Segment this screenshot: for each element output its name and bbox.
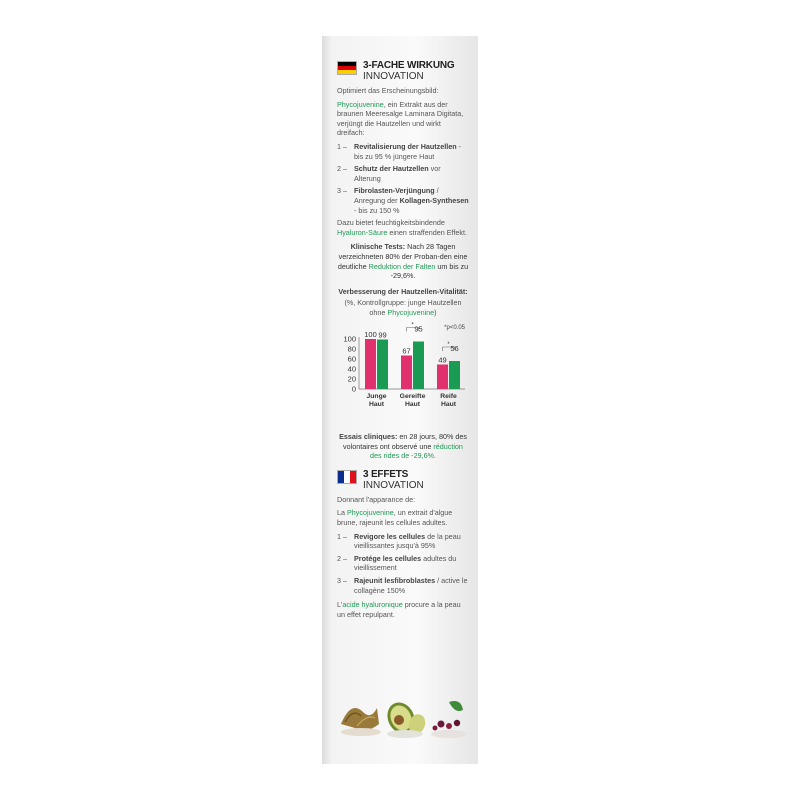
bar-green (413, 342, 424, 390)
bar-pink (365, 339, 376, 389)
y-tick-label: 0 (351, 384, 356, 394)
text-panel (337, 60, 469, 623)
french-flag-icon (337, 470, 357, 484)
berries-icon (431, 701, 467, 738)
y-tick-label: 60 (347, 354, 356, 364)
bar-pink (437, 365, 448, 390)
de-hyaluron-text: Dazu bietet feuchtigkeitsbindende Hyaluron-Säure einen straffenden Effekt. (337, 218, 467, 237)
y-tick-label: 20 (347, 374, 356, 384)
fr-header (337, 469, 469, 491)
de-item-1: 1 – Revitalisierung der Hautzellen - bis zu 95 % jüngere Haut (337, 141, 462, 161)
chart-subtitle: (%, Kontrollgruppe: junge Hautzellen ohne Phycojuvenine) (344, 298, 462, 317)
significance-marker: * (447, 342, 450, 349)
y-tick-label: 100 (343, 334, 356, 344)
bar-value-label: 100 (364, 330, 377, 340)
bar-value-label: 49 (438, 355, 447, 365)
bar-pink (401, 356, 412, 390)
fr-item-1: 1 – Revigore les cellules de la peau vieillissantes jusqu'à 95% (337, 531, 461, 551)
y-tick-label: 80 (347, 344, 356, 354)
fr-hyaluron-text: L'acide hyaluronique procure a la peau un effet repulpant. (337, 600, 461, 619)
de-intro: Optimiert das Erscheinungsbild: (337, 86, 439, 95)
fr-title: 3 EFFETS (363, 468, 409, 480)
de-clinical-text: Klinische Tests: Nach 28 Tagen verzeichneten 80% der Proban-den eine deutliche Reduktion der Falten um bis zu -29,6%. (337, 242, 469, 281)
fr-item-2: 2 – Protége les cellules adultes du vieillissement (337, 553, 457, 573)
category-label: Gereifte (399, 393, 426, 401)
p-value-annotation: *p<0.05 (444, 325, 465, 332)
de-description: Phycojuvenine, ein Extrakt aus der braunen Meeresalge Laminara Digitata, verjüngt die Hautzellen und wirkt dreifach: (337, 99, 464, 138)
vitality-bar-chart (337, 321, 469, 425)
bar-value-label: 99 (378, 330, 387, 340)
bar-value-label: 95 (414, 324, 423, 334)
german-flag-icon (337, 61, 357, 75)
category-label: Haut (404, 401, 421, 409)
category-label: Junge (366, 393, 387, 401)
bar-green (449, 361, 460, 389)
de-title: 3-FACHE WIRKUNG (363, 60, 455, 71)
seaweed-icon (341, 708, 381, 736)
y-tick-label: 40 (347, 364, 356, 374)
ingredient-illustrations (337, 694, 469, 740)
fr-description: La Phycojuvenine, un extrait d'algue brune, rajeunit les cellules adultes. (337, 508, 453, 528)
bar-value-label: 56 (450, 344, 459, 354)
category-label: Haut (440, 401, 457, 409)
avocado-icon (382, 698, 427, 738)
de-header (337, 60, 469, 82)
bar-green (377, 340, 388, 390)
de-item-3: 3 – Fibrolasten-Verjüngung / Anregung der Kollagen-Synthesen - bis zu 150 % (337, 186, 469, 215)
fr-item-3: 3 – Rajeunit lesfibroblastes / active le collagène 150% (337, 576, 468, 595)
category-label: Haut (368, 401, 385, 409)
category-label: Reife (440, 393, 457, 401)
fr-subtitle: INNOVATION (363, 479, 424, 491)
de-subtitle: INNOVATION (363, 71, 424, 82)
de-item-2: 2 – Schutz der Hautzellen vor Alterung (337, 164, 441, 183)
significance-marker: * (411, 322, 414, 329)
bar-value-label: 67 (402, 346, 411, 356)
fr-intro: Donnant l'apparance de: (337, 494, 416, 504)
fr-clinical-text: Essais cliniques: en 28 jours, 80% des volontaires ont observé une réduction des rides de -29,6%. (339, 432, 467, 461)
chart-title: Verbesserung der Hautzellen-Vitalität: (338, 286, 468, 296)
